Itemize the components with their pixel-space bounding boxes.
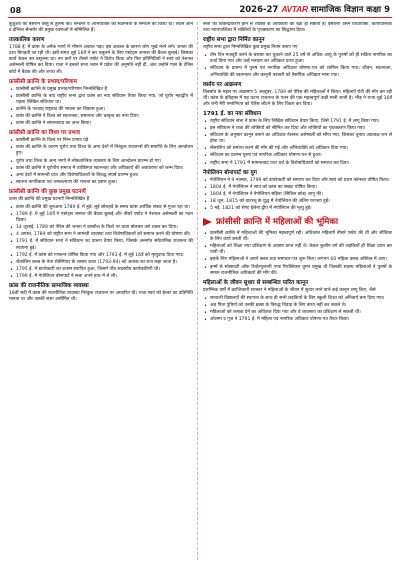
- list-item: • फ्रांसीसी क्रान्ति के विश्व पर निम्न प्रभाव पड़े: [16, 138, 193, 144]
- versailles-paragraph: विवर्साय के महल पर आक्रमण 5 अक्टूबर, 1789 को पेरिस की महिलाओं ने किया। महिलाएँ रोटी की माँग कर रही थीं। फ्रांस के इतिहास में यह घटना राजतन्त्र के पतन की एक महत्त्वपूर्ण कड़ी मानी जाती है। भीड़ ने राजा लुई 16वें और रानी मैरी एन्तोनिएत को पेरिस लौटने के लिए विवश कर दिया।: [203, 89, 392, 107]
- heading-constitution-1791: 1791 ई. का नया संविधान: [203, 110, 262, 117]
- women-role-banner: [203, 215, 392, 229]
- national-assembly-list: [203, 53, 392, 78]
- heading-major-events: फ्रांसीसी क्रान्ति की कुछ प्रमुख घटनाएँ: [9, 188, 86, 195]
- list-item: • महिलाओं को शिक्षा तथा प्रशिक्षण के अवसर प्राप्त नहीं थे। केवल कुलीन वर्ग की लड़कियाँ ही शिक्षा प्राप्त कर पाती थीं।: [210, 244, 392, 256]
- list-item: • सेंसरशिप को समाप्त करने की माँग की गई और अभिव्यक्ति को अधिकार दिया गया।: [210, 146, 392, 152]
- list-item: • 4 अगस्त, 1789 को राष्ट्रीय सभा ने सामन्ती व्यवस्था तथा विशेषाधिकारों को समाप्त करने की घोषणा की।: [16, 232, 193, 238]
- list-item: • फ्रांस की क्रान्ति ने विश्व को स्वतन्त्रता, समानता और भ्रातृत्व का नारा दिया।: [16, 114, 193, 120]
- list-item: • 5 मई, 1821 को सेण्ट हेलेना द्वीप में नेपोलियन की मृत्यु हुई।: [210, 206, 392, 212]
- list-item: • फ्रांसीसी क्रान्ति के प्रमुख प्रभाव/परिणाम निम्नलिखित हैं: [16, 87, 193, 93]
- left-intro-paragraph: बुर्जुआों की बसरान वस्तु से तुलना की। सैन्डनेर व अभिव्यक्ति की स्वतन्त्रता के समर्थन की किया था। लेटर्स ऑन द इंग्लिश सैन्डनेर की प्रमुख रचनाओं में सम्मिलित हैं।: [9, 22, 193, 34]
- heading-national-assembly-laws: राष्ट्रीय सभा द्वारा निर्मित कानून: [203, 37, 265, 44]
- column-divider: [197, 22, 198, 560]
- list-item: • क्रान्ति के पश्चात् राष्ट्रवाद की भावना का विकास हुआ।: [16, 107, 193, 113]
- list-item: • इसके लिए महिलाओं ने अपने क्लब तथा समाचार-पत्र शुरू किए। लगभग 60 महिला क्लब अस्तित्व में आए।: [210, 257, 392, 263]
- list-item: • फ्रांस की क्रान्ति ने सामन्तवाद का अन्त किया।: [16, 121, 193, 127]
- list-item: • राष्ट्रीय संविधान सभा ने फ्रांस के लिए लिखित संविधान तैयार किया, जिसे 1791 ई. में लागू किया गया।: [210, 119, 392, 125]
- women-role-title: फ्रांसीसी क्रान्ति में महिलाओं की भूमिका: [216, 217, 339, 228]
- list-item: • इनमें से सोसायटी ऑफ रिवोल्यूशनरी एण्ड रिपब्लिकन वुमन प्रमुख थी जिसकी सदस्य महिलाओं ने पुरुषों के समान राजनीतिक अधिकारों की माँग की।: [210, 265, 392, 277]
- list-item: • नेपोलियन ने 9 नवम्बर, 1799 को डायरेक्टरी को समाप्त कर दिया और स्वयं को प्रथम कॉन्सल घोषित किया।: [210, 178, 392, 184]
- list-item: • फ्रांस की क्रान्ति ने यूरोपीय समाज में व्यक्तिगत स्वतन्त्रता और अधिकारों की अवधारणा को जन्म दिया।: [16, 166, 193, 172]
- list-item: • 1789 ई. में लुई 16वें ने एस्टेट्स जनरल की बैठक बुलाई और तीसरे एस्टेट ने नेशनल असेम्बली का गठन किया।: [16, 212, 193, 224]
- subject-label: सामाजिक विज्ञान: [310, 5, 364, 15]
- heading-world-impact: फ्रांसीसी क्रान्ति का विश्व पर प्रभाव: [9, 130, 80, 137]
- page-number: 08: [10, 6, 22, 15]
- list-item: • 14 जुलाई, 1789 को पेरिस की जनता ने बास्तील के किले पर धावा बोलकर उसे ध्वस्त कर दिया।: [16, 225, 193, 231]
- heading-napoleon-era: नेपोलियन बोनापार्ट का युग: [203, 169, 257, 176]
- list-item: • 1792 ई. में फ्रांस को गणतन्त्र घोषित किया गया और 1793 ई. में लुई 16वें को मृत्युदण्ड दिया गया।: [16, 253, 193, 259]
- class-label: कक्षा 9: [366, 5, 390, 15]
- list-item: • 1791 ई. में संविधान सभा ने संविधान का प्रारूप तैयार किया, जिसके अन्तर्गत संवैधानिक राजतन्त्र की स्थापना हुई।: [16, 239, 193, 251]
- heading-versailles-attack: वर्साय पर आक्रमण: [203, 81, 242, 88]
- heading-revolution-effects: फ्रांसीसी क्रान्ति के प्रभाव/परिणाम: [9, 78, 77, 85]
- list-item: • अब पिता पुत्रियों को उनकी इच्छा के विरुद्ध विवाह के लिए बाध्य नहीं कर सकते थे।: [210, 303, 392, 309]
- brand-logo: AVTAR: [281, 4, 308, 14]
- heading-political-social-system: फ्रांस की राजनीतिक सामाजिक व्यवस्था: [9, 283, 89, 289]
- political-social-paragraph: 18वीं सदी में फ्रांस की राजनीतिक व्यवस्था निरंकुश राजतन्त्र पर आधारित थी। राजा स्वयं को ईश्वर का प्रतिनिधि मानता था और उसकी सत्ता असीमित थी।: [9, 291, 193, 303]
- list-item: • फ्रांस की क्रान्ति के कारण यूरोप तथा विश्व के अन्य देशों में निरंकुश राजतन्त्रों की समाप्ति के लिए आन्दोलन हुए।: [16, 145, 193, 157]
- list-item: • राष्ट्रीय सभा ने 1791 में सामन्तवाद तथा चर्च के विशेषाधिकारों को समाप्त कर दिया।: [210, 161, 392, 167]
- running-header: [239, 4, 390, 15]
- header-rule: [8, 17, 392, 18]
- list-item: • 1804 ई. में नेपोलियन ने स्वयं को फ्रांस का सम्राट घोषित किया।: [210, 185, 392, 191]
- list-item: • महिलाओं को तलाक देने का अधिकार दिया गया और वे व्यवसाय का प्रशिक्षण ले सकती थीं।: [210, 310, 392, 316]
- major-events-list: [9, 205, 193, 280]
- list-item: • स्वतन्त्र नागरिकता एवं जनकल्याण की भावना का प्रसार हुआ।: [16, 180, 193, 186]
- women-laws-list: [203, 296, 392, 323]
- list-item: • इस संविधान ने राजा की शक्तियों को सीमित कर दिया और शक्तियों का पृथक्करण किया गया।: [210, 126, 392, 132]
- list-item: • अन्य देशों में सामन्ती प्रथा और विशेषाधिकारों के विरुद्ध संघर्ष प्रारम्भ हुआ।: [16, 173, 193, 179]
- list-item: • फ्रांस की क्रान्ति की शुरुआत 1789 ई. में हुई। लुई सोलहवें के समय फ्रांस आर्थिक संकट से गुजर रहा था।: [16, 205, 193, 211]
- heading-women-laws: महिलाओं के जीवन सुधार से सम्बन्धित पारित कानून: [203, 279, 309, 286]
- women-role-list: [203, 231, 392, 277]
- list-item: • 1804 ई. में नेपोलियन ने नेपोलियन संहिता (सिविल कोड) लागू की।: [210, 192, 392, 198]
- list-item: • 1799 ई. में नेपोलियन बोनापार्ट ने सत्ता अपने हाथ में ले ली।: [16, 274, 193, 280]
- list-item: • ओलम्प द गूज ने 1791 ई. में महिला एवं नागरिक अधिकार घोषणा-पत्र तैयार किया।: [210, 317, 392, 323]
- immediate-cause-paragraph: 1788 ई. में फ्रांस के अनेक भागों में भीषण अकाल पड़ा। इस अकाल के कारण लोग भूखे मरने लगे। जनता की दशा बिगड़ती जा रही थी। इसी समय लुई 16वें ने कर वसूलने के लिए एस्टेट्स जनरल की बैठक बुलाई। जिसका कार्य केवल कर वसूलना था। नए करों पर तीसरे एस्टेट ने विरोध किया और फिर प्रतिनिधियों ने स्वयं को नेशनल असेम्बली घोषित कर दिया। राजा ने इनको सभा भवन में प्रवेश की अनुमति नहीं दी, अतः उन्होंने पास के टेनिस कोर्ट में बैठक की और शपथ ली।: [9, 45, 193, 75]
- list-item: • यूरोप तथा विश्व के अन्य भागों में लोकतान्त्रिक व्यवस्था के लिए आन्दोलन प्रारम्भ हो गए।: [16, 159, 193, 165]
- world-impact-list: [9, 138, 193, 186]
- left-column: [9, 22, 193, 562]
- women-laws-intro: प्रारम्भिक वर्षों में क्रान्तिकारी सरकार ने महिलाओं के जीवन में सुधार लाने वाले कई कानून लागू किए, जैसे: [203, 287, 376, 293]
- right-intro-paragraph: सत्ता का विकेन्द्रीकरण होने से व्यक्ति के अधिकारों की रक्षा हो सकती है। इसलिए उसने विधायिका, कार्यपालिका तथा न्यायपालिका में शक्तियों के पृथक्करण का सिद्धान्त दिया।: [203, 22, 392, 34]
- national-assembly-intro: राष्ट्रीय सभा द्वारा निम्नलिखित कुछ प्रमुख नियम बनाए गए: [203, 45, 298, 51]
- napoleon-list: [203, 178, 392, 212]
- constitution-list: [203, 119, 392, 167]
- year-label: 2026-27: [239, 5, 279, 15]
- list-item: • फ्रांसीसी क्रान्ति में महिलाओं की भूमिका महत्त्वपूर्ण रही। अधिकांश महिलाएँ तीसरे एस्टेट की थीं और जीविका के लिए कार्य करती थीं।: [210, 231, 392, 243]
- right-column: [203, 22, 392, 562]
- list-item: • फ्रांसीसी क्रान्ति के बाद राष्ट्रीय सभा द्वारा फ्रांस का नया संविधान तैयार किया गया, जो यूरोप महाद्वीप में पहला लिखित संविधान था।: [16, 94, 193, 106]
- revolution-effects-list: [9, 87, 193, 128]
- list-item: • सरकारी विद्यालयों की स्थापना के साथ ही सभी लड़कियों के लिए स्कूली शिक्षा को अनिवार्य बना दिया गया।: [210, 296, 392, 302]
- list-item: • जैकोबिन क्लब के नेता रोबेस्पियर के शासन काल (1793-94) को आतंक का राज कहा जाता है।: [16, 260, 193, 266]
- heading-immediate-cause: तात्कालिक कारण: [9, 37, 45, 44]
- list-item: • तीन दिन मजदूरी करने के बराबर कर चुकाने वाले 25 वर्ष से अधिक आयु के पुरुषों को ही सक्रिय नागरिक का दर्जा दिया गया और उन्हें मतदान का अधिकार प्राप्त हुआ।: [210, 53, 392, 65]
- list-item: • 1795 ई. में डायरेक्टरी का शासन स्थापित हुआ, जिसमें पाँच सदस्यीय कार्यकारिणी थी।: [16, 267, 193, 273]
- list-item: • संविधान के अनुसार कानून बनाने का अधिकार नेशनल असेम्बली को सौंपा गया, जिसका चुनाव अप्रत्यक्ष रूप से होता था।: [210, 133, 392, 145]
- list-item: • 18 जून, 1815 को वाटरलू के युद्ध में नेपोलियन की अंतिम पराजय हुई।: [210, 199, 392, 205]
- banner-arrow-icon: [203, 218, 212, 226]
- list-item: • संविधान का प्रारम्भ पुरुष एवं नागरिक अधिकार घोषणा-पत्र से हुआ।: [210, 153, 392, 159]
- major-events-intro: फ्रांस की क्रान्ति की प्रमुख घटनाएँ निम्नलिखित हैं: [9, 196, 90, 202]
- list-item: • संविधान के प्रारूप में पुरुष एवं नागरिक अधिकार घोषणा-पत्र को शामिल किया गया। जीवन, स्वतन्त्रता, अभिव्यक्ति की स्वतन्त्रता और कानूनी बराबरी को नैसर्गिक अधिकार माना गया।: [210, 66, 392, 78]
